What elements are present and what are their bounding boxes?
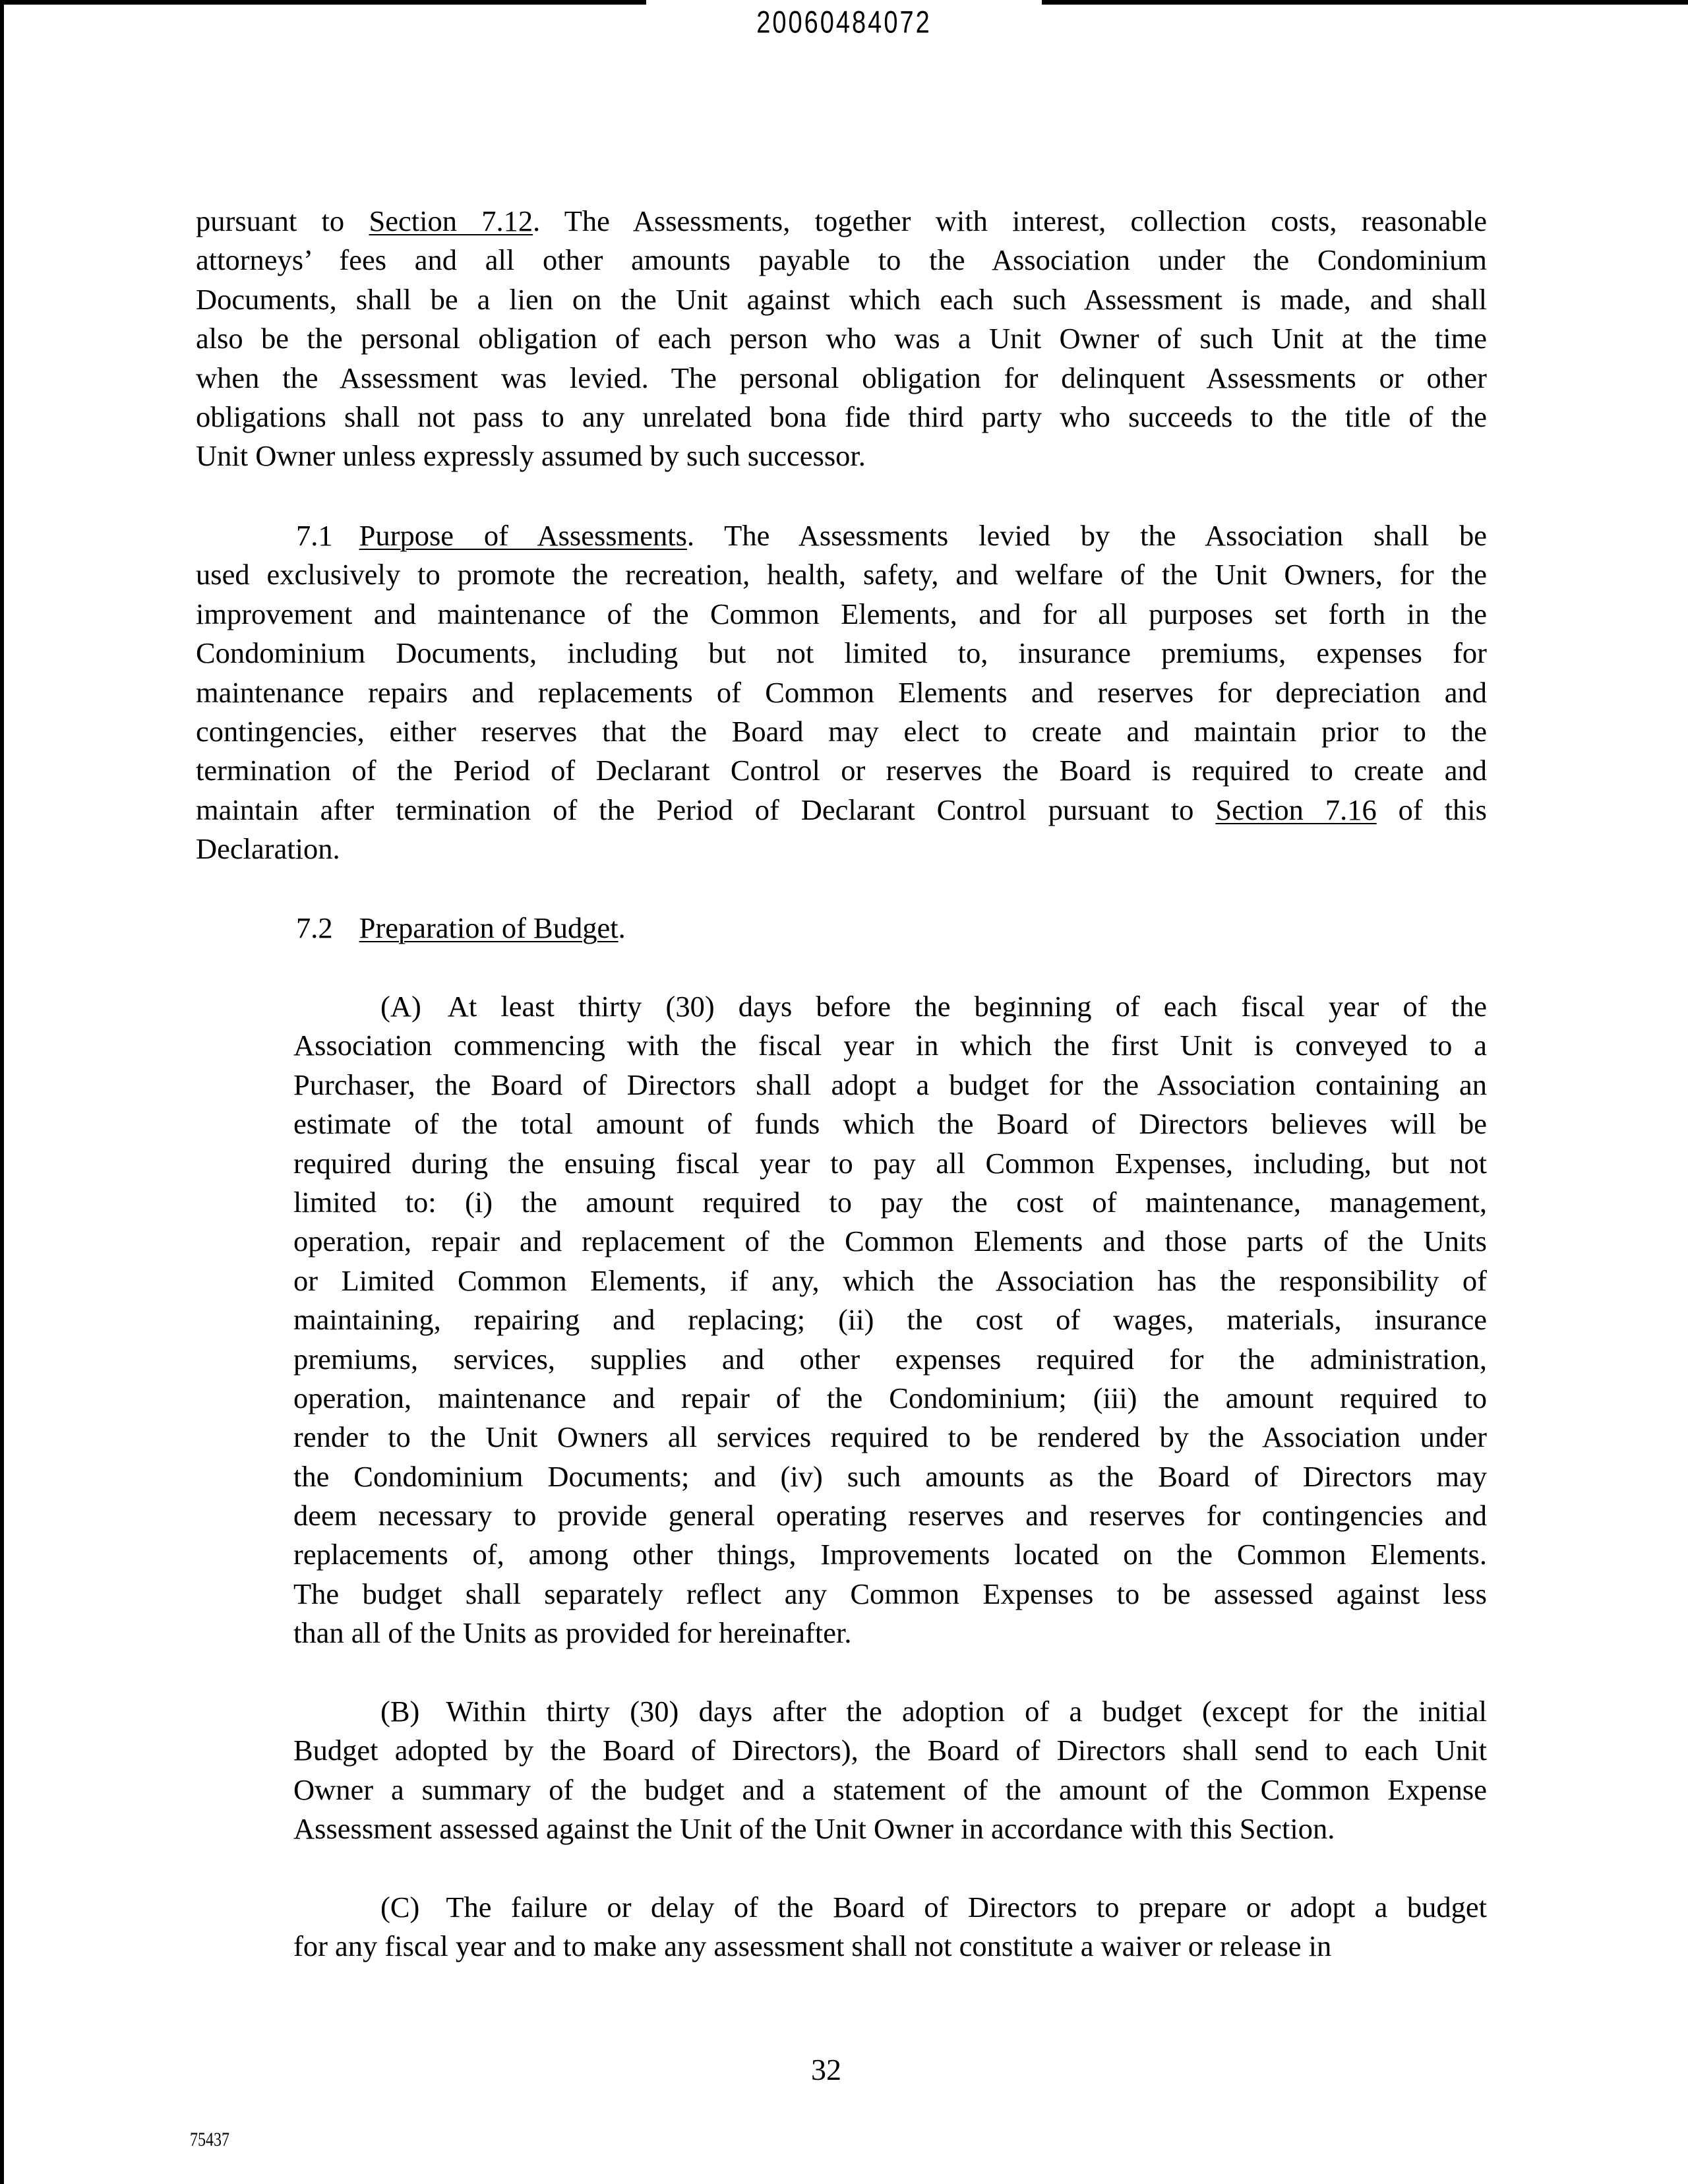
text-segment: The failure or delay of the Board of Directors to prepare or adopt a budget — [446, 1891, 1487, 1924]
text-line — [196, 359, 1487, 398]
text-segment: replacements of, among other things, Improvements located on the Common Elements. — [293, 1538, 1487, 1571]
text-line — [196, 555, 1487, 594]
text-line — [196, 634, 1487, 673]
text-segment: (A) — [380, 990, 421, 1023]
text-line — [293, 1222, 1487, 1261]
text-line — [293, 1496, 1487, 1535]
text-line — [293, 1731, 1487, 1770]
text-line — [293, 1809, 1487, 1848]
text-segment: Budget adopted by the Board of Directors), the Board of Directors shall send to each Unit — [293, 1734, 1487, 1767]
text-segment: operation, repair and replacement of the Common Elements and those parts of the Units — [293, 1225, 1487, 1258]
text-line — [196, 241, 1487, 280]
text-segment: . The Assessments levied by the Association shall be — [686, 519, 1487, 552]
text-segment: limited to: (i) the amount required to pay the cost of maintenance, management, — [293, 1185, 1487, 1219]
paragraph-7-2-a — [293, 987, 1487, 1653]
text-segment: Association commencing with the fiscal year in which the first Unit is conveyed to a — [293, 1029, 1487, 1062]
text-line — [196, 830, 1487, 868]
text-segment: At least thirty (30) days before the beginning of each fiscal year of the — [447, 990, 1487, 1023]
text-segment: improvement and maintenance of the Common Elements, and for all purposes set forth in the — [196, 597, 1487, 630]
underlined-reference: Section 7.12 — [369, 204, 533, 237]
text-segment: maintain after termination of the Period of Declarant Control pursuant to — [196, 793, 1216, 826]
scan-border-top-right — [1042, 0, 1688, 5]
text-segment: or Limited Common Elements, if any, which the Association has the responsibility of — [293, 1263, 1487, 1297]
text-segment: (B) — [380, 1695, 420, 1728]
text-segment: Within thirty (30) days after the adoption of a budget (except for the initial — [446, 1695, 1487, 1728]
text-segment: termination of the Period of Declarant Control or reserves the Board is required to create and — [196, 754, 1487, 787]
text-line — [196, 516, 1487, 555]
text-line — [293, 1457, 1487, 1496]
text-segment: when the Assessment was levied. The personal obligation for delinquent Assessments or other — [196, 361, 1487, 394]
text-line — [293, 1692, 1487, 1731]
paragraph-7-2-c — [293, 1888, 1487, 1966]
text-segment: . — [618, 911, 626, 944]
text-line — [196, 280, 1487, 319]
underlined-reference: Preparation of Budget — [359, 911, 618, 944]
text-segment: maintenance repairs and replacements of Common Elements and reserves for depreciation and — [196, 675, 1487, 709]
underlined-reference: Section 7.16 — [1215, 793, 1377, 826]
text-line — [293, 1575, 1487, 1614]
text-line — [293, 1535, 1487, 1574]
text-segment: estimate of the total amount of funds which the Board of Directors believes will be — [293, 1107, 1487, 1141]
text-line — [293, 1183, 1487, 1222]
scan-border-top-left — [0, 0, 646, 5]
text-line — [196, 595, 1487, 634]
text-line — [293, 1379, 1487, 1418]
text-line — [293, 1340, 1487, 1379]
text-segment: . The Assessments, together with interest, collection costs, reasonable — [533, 204, 1487, 237]
text-segment: 7.2 — [296, 911, 333, 944]
text-line — [196, 319, 1487, 358]
text-line — [293, 1771, 1487, 1809]
footer-document-id: 75437 — [190, 2129, 229, 2150]
text-line — [196, 398, 1487, 437]
text-segment: of this — [1376, 793, 1487, 826]
text-segment: than all of the Units as provided for hereinafter. — [293, 1616, 852, 1650]
document-number: 20060484072 — [756, 5, 932, 40]
text-line — [293, 987, 1487, 1026]
text-segment: Unit Owner unless expressly assumed by such successor. — [196, 439, 866, 473]
text-segment: (C) — [380, 1891, 420, 1924]
text-line — [293, 1888, 1487, 1927]
text-segment: attorneys’ fees and all other amounts payable to the Association under the Condominium — [196, 243, 1487, 277]
text-line — [293, 1066, 1487, 1105]
text-segment: for any fiscal year and to make any assessment shall not constitute a waiver or release in — [293, 1929, 1332, 1963]
text-segment: Documents, shall be a lien on the Unit against which each such Assessment is made, and shall — [196, 282, 1487, 316]
text-line — [196, 909, 1487, 948]
text-line — [293, 1614, 1487, 1653]
text-segment: premiums, services, supplies and other expenses required for the administration, — [293, 1342, 1487, 1376]
text-segment: obligations shall not pass to any unrelated bona fide third party who succeeds to the title of the — [196, 400, 1487, 433]
text-segment: the Condominium Documents; and (iv) such amounts as the Board of Directors may — [293, 1459, 1487, 1493]
text-line — [293, 1418, 1487, 1457]
text-segment: Purchaser, the Board of Directors shall adopt a budget for the Association containing an — [293, 1068, 1487, 1101]
paragraph-7-1-purpose-of-assessments — [196, 516, 1487, 869]
underlined-reference: Purpose of Assessments — [359, 519, 687, 552]
text-line — [196, 712, 1487, 751]
text-segment: also be the personal obligation of each person who was a Unit Owner of such Unit at the time — [196, 322, 1487, 355]
text-segment: required during the ensuing fiscal year to pay all Common Expenses, including, but not — [293, 1146, 1487, 1180]
text-segment: operation, maintenance and repair of the Condominium; (iii) the amount required to — [293, 1381, 1487, 1414]
scan-border-left — [0, 0, 4, 2184]
text-line — [196, 437, 1487, 475]
text-line — [196, 202, 1487, 241]
text-line — [293, 1300, 1487, 1339]
text-line — [196, 791, 1487, 830]
text-segment: contingencies, either reserves that the Board may elect to create and maintain prior to the — [196, 714, 1487, 748]
text-segment: deem necessary to provide general operating reserves and reserves for contingencies and — [293, 1499, 1487, 1532]
text-line — [293, 1261, 1487, 1300]
text-segment: Owner a summary of the budget and a statement of the amount of the Common Expense — [293, 1773, 1487, 1806]
text-segment: Declaration. — [196, 832, 340, 866]
text-line — [293, 1927, 1487, 1966]
text-segment: used exclusively to promote the recreation, health, safety, and welfare of the Unit Owners, for the — [196, 558, 1487, 592]
paragraph-intro — [196, 202, 1487, 476]
text-segment: Assessment assessed against the Unit of the Unit Owner in accordance with this Section. — [293, 1812, 1335, 1846]
text-line — [196, 673, 1487, 712]
text-line — [293, 1026, 1487, 1065]
text-segment: pursuant to — [196, 204, 369, 237]
heading-7-2-preparation-of-budget — [196, 909, 1487, 948]
text-segment: maintaining, repairing and replacing; (ii) the cost of wages, materials, insurance — [293, 1303, 1487, 1337]
text-segment: Condominium Documents, including but not limited to, insurance premiums, expenses for — [196, 636, 1487, 670]
text-line — [293, 1105, 1487, 1143]
text-line — [293, 1144, 1487, 1183]
page-number: 32 — [811, 2053, 841, 2086]
text-segment: The budget shall separately reflect any Common Expenses to be assessed against less — [293, 1577, 1487, 1610]
text-segment: 7.1 — [296, 519, 333, 552]
text-segment: render to the Unit Owners all services required to be rendered by the Association under — [293, 1420, 1487, 1454]
paragraph-7-2-b — [293, 1692, 1487, 1849]
text-line — [196, 751, 1487, 790]
